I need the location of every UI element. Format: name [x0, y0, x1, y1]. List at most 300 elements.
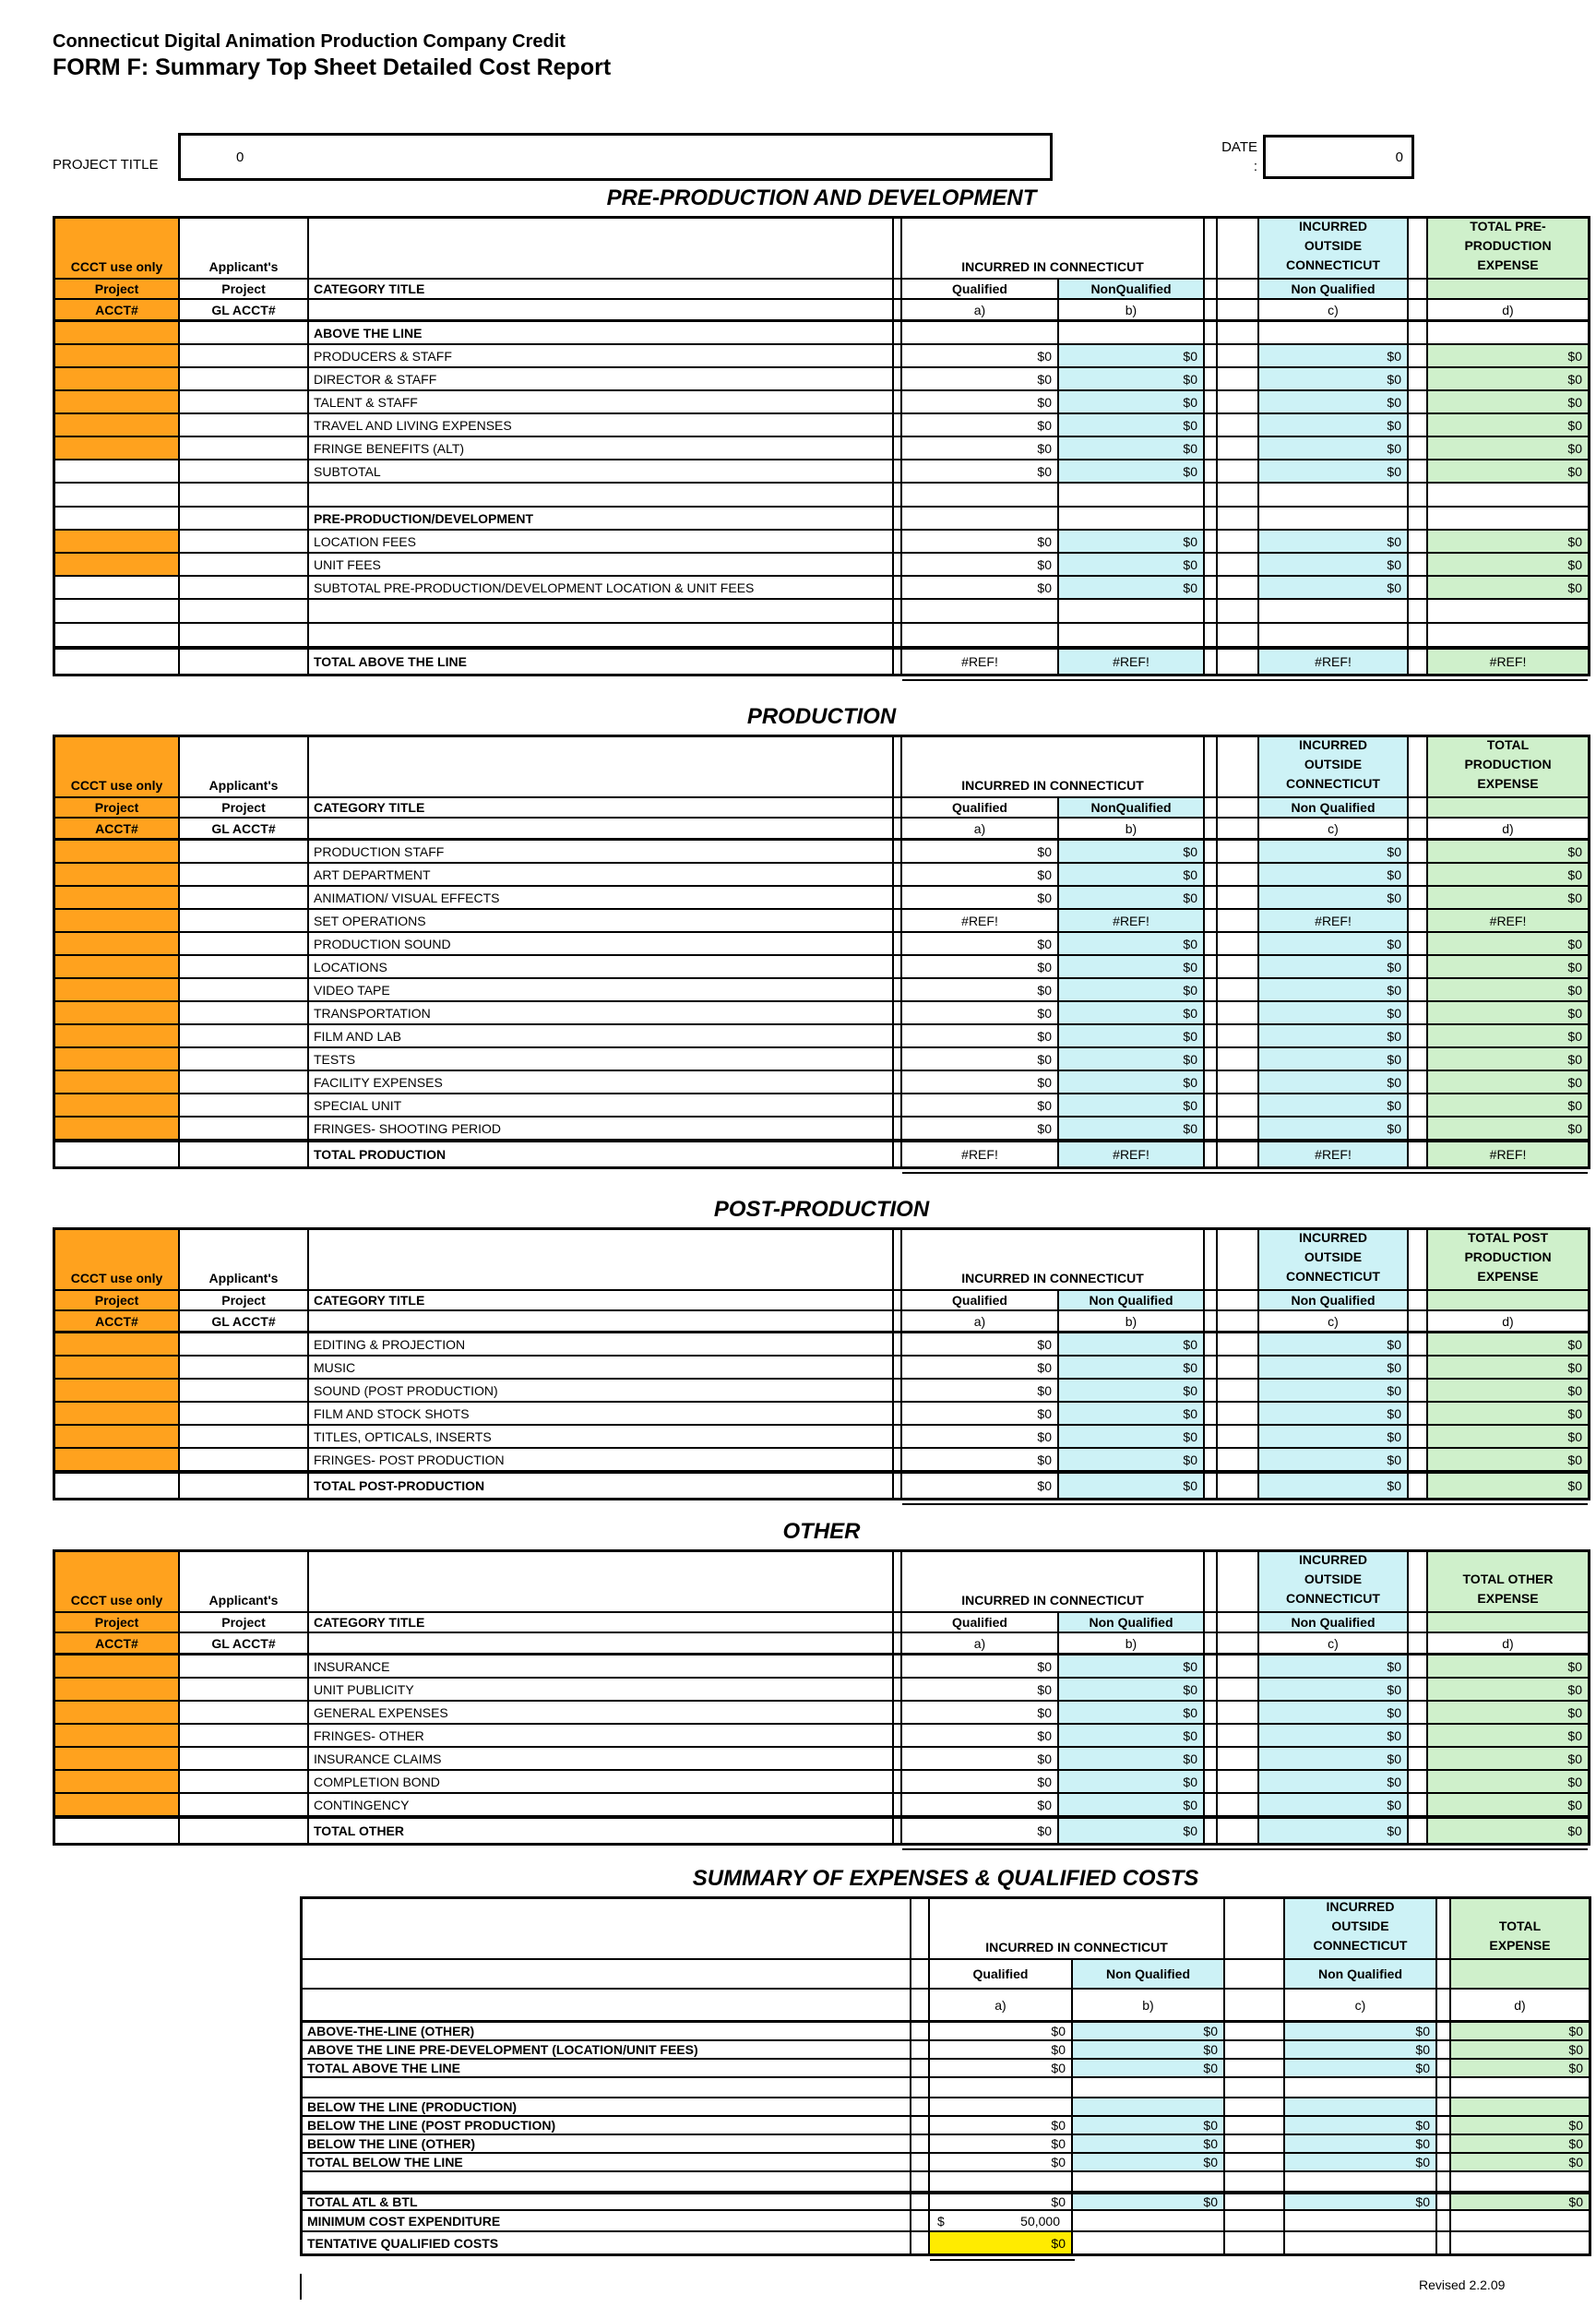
value-nonqualified[interactable]: $0: [1073, 2041, 1225, 2058]
value-qualified[interactable]: $0: [902, 437, 1059, 459]
column-gap: [1437, 2211, 1451, 2230]
value-total[interactable]: $0: [1451, 2023, 1589, 2039]
ccct-acct-cell: [55, 1118, 180, 1139]
value-total[interactable]: $0: [1428, 414, 1588, 436]
value-qualified[interactable]: $0: [902, 368, 1059, 389]
value-qualified[interactable]: $0: [902, 554, 1059, 575]
value-total[interactable]: #REF!: [1428, 650, 1588, 674]
value-qualified[interactable]: $0: [930, 2117, 1073, 2134]
value-nonqualified[interactable]: $0: [1059, 1656, 1205, 1677]
value-total[interactable]: $0: [1428, 933, 1588, 954]
value-total[interactable]: $0: [1428, 1333, 1588, 1355]
empty-cell: [1451, 2172, 1589, 2191]
value-qualified[interactable]: $0: [902, 956, 1059, 977]
value-nonqualified[interactable]: $0: [1059, 887, 1205, 908]
value-qualified[interactable]: $0: [930, 2154, 1073, 2170]
summary-label-cell: TOTAL ATL & BTL: [303, 2194, 911, 2209]
value-nonqualified[interactable]: $0: [1073, 2060, 1225, 2076]
header-ccct-use-only: CCCT use only: [55, 737, 180, 796]
header-line: EXPENSE: [1477, 257, 1539, 272]
value-nonqualified[interactable]: $0: [1059, 1771, 1205, 1792]
value-total[interactable]: $0: [1428, 1819, 1588, 1843]
value-nonqualified[interactable]: $0: [1073, 2135, 1225, 2152]
value-qualified[interactable]: $0: [902, 1725, 1059, 1746]
value-qualified[interactable]: $0: [902, 1656, 1059, 1677]
category-cell: FRINGES- OTHER: [309, 1725, 894, 1746]
category-cell: SOUND (POST PRODUCTION): [309, 1380, 894, 1401]
value-qualified[interactable]: $0: [902, 979, 1059, 1000]
table-row: [55, 1426, 1588, 1449]
value-qualified[interactable]: $0: [902, 1002, 1059, 1023]
value-qualified[interactable]: $0: [902, 1357, 1059, 1378]
value-outside-nonqualified[interactable]: $0: [1259, 1725, 1409, 1746]
column-gap: [1409, 600, 1428, 622]
section-postproduction: [0, 1196, 1596, 1505]
table-row: [55, 910, 1588, 933]
table-row: [55, 1725, 1588, 1748]
column-gap: [894, 280, 902, 298]
value-nonqualified[interactable]: $0: [1059, 1426, 1205, 1447]
value-qualified[interactable]: #REF!: [902, 650, 1059, 674]
date-value: 0: [1395, 149, 1403, 165]
value-outside-nonqualified[interactable]: $0: [1259, 368, 1409, 389]
value-qualified[interactable]: $0: [930, 2135, 1073, 2152]
column-gap: [1218, 1118, 1259, 1139]
column-gap: [894, 1025, 902, 1046]
applicant-gl-cell: [180, 508, 309, 529]
value-outside-nonqualified[interactable]: $0: [1259, 531, 1409, 552]
value-nonqualified[interactable]: $0: [1059, 1048, 1205, 1070]
value-outside-nonqualified[interactable]: $0: [1285, 2154, 1437, 2170]
column-gap: [911, 2135, 930, 2152]
value-qualified[interactable]: $0: [902, 864, 1059, 885]
column-gap: [1225, 2023, 1285, 2039]
applicant-gl-cell: [180, 391, 309, 412]
column-gap: [894, 841, 902, 862]
value-qualified[interactable]: $0: [902, 1048, 1059, 1070]
table-row: [303, 2098, 1589, 2117]
value-total[interactable]: $0: [1428, 1357, 1588, 1378]
value-outside-nonqualified[interactable]: $0: [1259, 1449, 1409, 1470]
value-nonqualified[interactable]: $0: [1059, 1094, 1205, 1116]
value-nonqualified[interactable]: $0: [1073, 2154, 1225, 2170]
project-title-input[interactable]: [178, 133, 1053, 181]
value-total[interactable]: $0: [1428, 841, 1588, 862]
value-qualified[interactable]: $0: [902, 531, 1059, 552]
value-nonqualified[interactable]: $0: [1059, 1748, 1205, 1769]
value-nonqualified[interactable]: $0: [1059, 1725, 1205, 1746]
value-qualified[interactable]: $0: [902, 1702, 1059, 1723]
value-outside-nonqualified[interactable]: $0: [1259, 841, 1409, 862]
column-gap: [1205, 1048, 1218, 1070]
header-spacer: [309, 737, 894, 796]
column-gap: [894, 531, 902, 552]
table-row: [55, 798, 1588, 819]
value-total[interactable]: $0: [1428, 1426, 1588, 1447]
value-nonqualified[interactable]: $0: [1059, 577, 1205, 598]
header-acct-number: ACCT#: [55, 1311, 180, 1331]
table-row: [55, 1449, 1588, 1472]
value-outside-nonqualified[interactable]: [1285, 2098, 1437, 2115]
value-total[interactable]: $0: [1428, 1771, 1588, 1792]
value-outside-nonqualified[interactable]: #REF!: [1259, 1142, 1409, 1166]
table-row: [55, 554, 1588, 577]
column-gap: [1409, 650, 1428, 674]
column-gap: [1218, 819, 1259, 838]
value-outside-nonqualified[interactable]: $0: [1259, 391, 1409, 412]
column-gap: [1205, 624, 1218, 646]
date-input[interactable]: [1263, 135, 1414, 179]
table-row: [55, 1071, 1588, 1094]
value-outside-nonqualified[interactable]: $0: [1259, 577, 1409, 598]
value-outside-nonqualified[interactable]: $0: [1259, 1025, 1409, 1046]
value-qualified[interactable]: $0: [902, 1679, 1059, 1700]
value-qualified[interactable]: #REF!: [902, 910, 1059, 931]
column-gap: [1409, 1357, 1428, 1378]
value-total[interactable]: $0: [1451, 2194, 1589, 2209]
value-nonqualified[interactable]: $0: [1073, 2194, 1225, 2209]
value-outside-nonqualified[interactable]: $0: [1259, 1357, 1409, 1378]
value-outside-nonqualified[interactable]: $0: [1259, 345, 1409, 366]
value-outside-nonqualified[interactable]: $0: [1259, 887, 1409, 908]
value-nonqualified[interactable]: $0: [1059, 368, 1205, 389]
column-gap: [1409, 1291, 1428, 1309]
column-gap: [1205, 437, 1218, 459]
value-outside-nonqualified[interactable]: $0: [1259, 1426, 1409, 1447]
value-nonqualified[interactable]: $0: [1059, 956, 1205, 977]
applicant-gl-cell: [180, 1025, 309, 1046]
ccct-acct-cell: [55, 1474, 180, 1498]
applicant-gl-cell: [180, 887, 309, 908]
value-nonqualified[interactable]: $0: [1059, 437, 1205, 459]
value-total[interactable]: $0: [1428, 956, 1588, 977]
value-qualified[interactable]: #REF!: [902, 1142, 1059, 1166]
ccct-acct-cell: [55, 414, 180, 436]
applicant-gl-cell: [180, 1403, 309, 1424]
value-total[interactable]: $0: [1428, 460, 1588, 482]
category-cell: COMPLETION BOND: [309, 1771, 894, 1792]
value-nonqualified[interactable]: $0: [1059, 1333, 1205, 1355]
value-nonqualified[interactable]: $0: [1059, 1474, 1205, 1498]
header-line: PRODUCTION: [1464, 238, 1552, 253]
value-qualified[interactable]: $0: [902, 1474, 1059, 1498]
column-gap: [1218, 1291, 1259, 1309]
applicant-gl-cell: [180, 554, 309, 575]
column-gap: [1409, 1552, 1428, 1611]
header-line: CONNECTICUT: [1286, 1269, 1380, 1284]
value-total[interactable]: $0: [1428, 887, 1588, 908]
value-nonqualified[interactable]: $0: [1059, 1679, 1205, 1700]
value-outside-nonqualified[interactable]: $0: [1259, 979, 1409, 1000]
ccct-acct-cell: [55, 1002, 180, 1023]
value-nonqualified[interactable]: $0: [1059, 1819, 1205, 1843]
value-total[interactable]: $0: [1428, 554, 1588, 575]
applicant-gl-cell: [180, 437, 309, 459]
value-total[interactable]: #REF!: [1428, 1142, 1588, 1166]
value-total[interactable]: $0: [1428, 1002, 1588, 1023]
header-ccct-use-only: CCCT use only: [55, 1230, 180, 1289]
value-outside-nonqualified[interactable]: $0: [1259, 864, 1409, 885]
value-qualified[interactable]: $0: [902, 1380, 1059, 1401]
value-total[interactable]: $0: [1428, 1656, 1588, 1677]
ccct-acct-cell: [55, 1794, 180, 1815]
header-spacer: [309, 1311, 894, 1331]
value-outside-nonqualified[interactable]: $0: [1259, 1794, 1409, 1815]
value-total[interactable]: $0: [1428, 1794, 1588, 1815]
value-qualified[interactable]: $0: [902, 1794, 1059, 1815]
ccct-acct-cell: [55, 368, 180, 389]
value-nonqualified[interactable]: $0: [1059, 345, 1205, 366]
value-outside-nonqualified[interactable]: $0: [1259, 460, 1409, 482]
value-total[interactable]: $0: [1428, 391, 1588, 412]
column-gap: [1409, 1403, 1428, 1424]
column-gap: [894, 1426, 902, 1447]
column-gap: [894, 1094, 902, 1116]
value-qualified[interactable]: $0: [902, 1771, 1059, 1792]
value-total[interactable]: $0: [1451, 2117, 1589, 2134]
value-qualified[interactable]: $0: [902, 1426, 1059, 1447]
value-outside-nonqualified[interactable]: $0: [1259, 1403, 1409, 1424]
column-gap: [1218, 798, 1259, 817]
value-total[interactable]: $0: [1451, 2041, 1589, 2058]
value-outside-nonqualified[interactable]: $0: [1259, 956, 1409, 977]
table-row: [55, 1311, 1588, 1333]
value-total[interactable]: [1451, 2098, 1589, 2115]
column-gap: [1218, 1230, 1259, 1289]
value-nonqualified[interactable]: $0: [1059, 1002, 1205, 1023]
value-qualified[interactable]: $0: [930, 2041, 1073, 2058]
value-total[interactable]: $0: [1428, 979, 1588, 1000]
value-outside-nonqualified[interactable]: $0: [1285, 2194, 1437, 2209]
table-production: [53, 735, 1590, 1169]
value-nonqualified[interactable]: $0: [1059, 1794, 1205, 1815]
column-gap: [1205, 219, 1218, 278]
column-gap: [1218, 1380, 1259, 1401]
value-qualified[interactable]: $0: [902, 1025, 1059, 1046]
column-gap: [1205, 1449, 1218, 1470]
value-outside-nonqualified[interactable]: $0: [1259, 1702, 1409, 1723]
value-qualified[interactable]: $0: [902, 414, 1059, 436]
value-nonqualified[interactable]: $0: [1073, 2023, 1225, 2039]
value-nonqualified[interactable]: [1073, 2098, 1225, 2115]
applicant-gl-cell: [180, 1794, 309, 1815]
value-qualified[interactable]: $0: [902, 345, 1059, 366]
value-outside-nonqualified[interactable]: $0: [1259, 1002, 1409, 1023]
value-total[interactable]: $0: [1451, 2154, 1589, 2170]
value-qualified[interactable]: $0: [930, 2194, 1073, 2209]
value-total[interactable]: $0: [1428, 1679, 1588, 1700]
column-gap: [911, 1990, 930, 2020]
header-project-ccct: Project: [55, 1291, 180, 1309]
value-nonqualified[interactable]: $0: [1059, 460, 1205, 482]
value-qualified[interactable]: $0: [902, 577, 1059, 598]
column-gap: [1205, 1311, 1218, 1331]
empty-cell: [1428, 624, 1588, 646]
value-outside-nonqualified[interactable]: $0: [1285, 2060, 1437, 2076]
section-title: SUMMARY OF EXPENSES & QUALIFIED COSTS: [692, 1866, 1199, 1891]
value-qualified[interactable]: [930, 2098, 1073, 2115]
value-nonqualified[interactable]: $0: [1059, 841, 1205, 862]
value-qualified[interactable]: $0: [902, 933, 1059, 954]
category-cell: TOTAL OTHER: [309, 1819, 894, 1843]
column-gap: [1409, 577, 1428, 598]
column-gap: [894, 508, 902, 529]
value-outside-nonqualified[interactable]: $0: [1285, 2135, 1437, 2152]
value-outside-nonqualified[interactable]: $0: [1259, 1474, 1409, 1498]
column-gap: [1225, 2172, 1285, 2191]
value-nonqualified[interactable]: $0: [1059, 1357, 1205, 1378]
tentative-double-underline: [930, 2259, 1075, 2261]
value-total[interactable]: #REF!: [1428, 910, 1588, 931]
value-nonqualified[interactable]: $0: [1059, 1702, 1205, 1723]
value-total[interactable]: $0: [1428, 864, 1588, 885]
value-outside-nonqualified[interactable]: $0: [1259, 1748, 1409, 1769]
column-gap: [1218, 1552, 1259, 1611]
section-preproduction: [0, 185, 1596, 681]
value-total[interactable]: $0: [1428, 1474, 1588, 1498]
value-nonqualified[interactable]: $0: [1059, 864, 1205, 885]
column-gap: [1225, 1990, 1285, 2020]
column-gap: [1409, 1048, 1428, 1070]
header-letter-a: a): [902, 1633, 1059, 1653]
value-total[interactable]: $0: [1428, 1048, 1588, 1070]
summary-label-cell: MINIMUM COST EXPENDITURE: [303, 2211, 911, 2230]
table-row: [303, 2041, 1589, 2060]
value-nonqualified[interactable]: $0: [1059, 1449, 1205, 1470]
value-qualified[interactable]: $0: [902, 460, 1059, 482]
value-outside-nonqualified[interactable]: $0: [1285, 2041, 1437, 2058]
value-outside-nonqualified[interactable]: $0: [1259, 1819, 1409, 1843]
value-qualified[interactable]: $0: [902, 1403, 1059, 1424]
value-outside-nonqualified[interactable]: $0: [1259, 1118, 1409, 1139]
value-total[interactable]: $0: [1428, 1094, 1588, 1116]
value-total[interactable]: $0: [1451, 2135, 1589, 2152]
value-qualified[interactable]: $0: [902, 887, 1059, 908]
value-total[interactable]: $0: [1451, 2060, 1589, 2076]
value-outside-nonqualified[interactable]: $0: [1259, 1679, 1409, 1700]
header-qualified: Qualified: [930, 1960, 1073, 1988]
value-total[interactable]: $0: [1428, 1702, 1588, 1723]
value-qualified[interactable]: $0: [902, 1071, 1059, 1093]
value-total[interactable]: $0: [1428, 1380, 1588, 1401]
value-outside-nonqualified[interactable]: $0: [1259, 1071, 1409, 1093]
value-total[interactable]: $0: [1428, 437, 1588, 459]
applicant-gl-cell: [180, 460, 309, 482]
value-qualified[interactable]: $0: [902, 1118, 1059, 1139]
header-category-title: CATEGORY TITLE: [309, 1291, 894, 1309]
value-qualified[interactable]: $0: [902, 391, 1059, 412]
value-total[interactable]: $0: [1428, 531, 1588, 552]
value-total[interactable]: $0: [1428, 1403, 1588, 1424]
column-gap: [1205, 600, 1218, 622]
value-nonqualified[interactable]: $0: [1059, 1025, 1205, 1046]
value-nonqualified[interactable]: $0: [1059, 1118, 1205, 1139]
value-qualified[interactable]: $0: [902, 841, 1059, 862]
value-nonqualified[interactable]: $0: [1059, 933, 1205, 954]
value-outside-nonqualified[interactable]: $0: [1259, 1333, 1409, 1355]
value-total[interactable]: $0: [1428, 1071, 1588, 1093]
value-total[interactable]: $0: [1428, 1725, 1588, 1746]
column-gap: [894, 1380, 902, 1401]
ccct-acct-cell: [55, 1748, 180, 1769]
value-total[interactable]: $0: [1428, 1449, 1588, 1470]
value-nonqualified[interactable]: $0: [1059, 531, 1205, 552]
value-outside-nonqualified[interactable]: $0: [1259, 414, 1409, 436]
value-total[interactable]: $0: [1428, 577, 1588, 598]
value-nonqualified[interactable]: $0: [1059, 979, 1205, 1000]
value-total[interactable]: $0: [1428, 1118, 1588, 1139]
column-gap: [894, 1357, 902, 1378]
value-total[interactable]: $0: [1428, 1748, 1588, 1769]
category-cell: MUSIC: [309, 1357, 894, 1378]
value-nonqualified[interactable]: $0: [1059, 391, 1205, 412]
table-preproduction: [53, 216, 1590, 676]
minimum-cost-cell[interactable]: [930, 2211, 1073, 2230]
value-nonqualified[interactable]: #REF!: [1059, 910, 1205, 931]
value-qualified[interactable]: $0: [930, 2060, 1073, 2076]
column-gap: [1205, 1656, 1218, 1677]
value-nonqualified[interactable]: $0: [1059, 414, 1205, 436]
value-nonqualified[interactable]: $0: [1059, 1380, 1205, 1401]
value-outside-nonqualified[interactable]: #REF!: [1259, 910, 1409, 931]
value-qualified[interactable]: $0: [902, 1094, 1059, 1116]
column-gap: [1205, 577, 1218, 598]
applicant-gl-cell: [180, 414, 309, 436]
value-outside-nonqualified[interactable]: $0: [1259, 554, 1409, 575]
value-outside-nonqualified[interactable]: $0: [1259, 1094, 1409, 1116]
value-total[interactable]: $0: [1428, 345, 1588, 366]
header-project-applicant: Project: [180, 1613, 309, 1632]
empty-cell: [1451, 2078, 1589, 2097]
column-gap: [1225, 2194, 1285, 2209]
table-row: [55, 1141, 1588, 1166]
value-outside-nonqualified[interactable]: $0: [1259, 1656, 1409, 1677]
value-qualified[interactable]: $0: [930, 2023, 1073, 2039]
value-outside-nonqualified[interactable]: #REF!: [1259, 650, 1409, 674]
value-outside-nonqualified[interactable]: $0: [1259, 933, 1409, 954]
ccct-acct-cell: [55, 1048, 180, 1070]
value-qualified[interactable]: $0: [902, 1449, 1059, 1470]
header-qualified: Qualified: [902, 1613, 1059, 1632]
value-nonqualified[interactable]: $0: [1059, 1071, 1205, 1093]
value-nonqualified[interactable]: #REF!: [1059, 650, 1205, 674]
header-line: TOTAL PRE-: [1470, 219, 1546, 233]
category-cell: SUBTOTAL PRE-PRODUCTION/DEVELOPMENT LOCATION & UNIT FEES: [309, 577, 894, 598]
category-cell: SET OPERATIONS: [309, 910, 894, 931]
value-qualified[interactable]: $0: [902, 1748, 1059, 1769]
value-nonqualified[interactable]: $0: [1059, 1403, 1205, 1424]
value-outside-nonqualified[interactable]: $0: [1259, 1771, 1409, 1792]
value-nonqualified[interactable]: #REF!: [1059, 1142, 1205, 1166]
tentative-qualified-cell[interactable]: $0: [930, 2232, 1073, 2253]
column-gap: [1225, 2041, 1285, 2058]
value-total[interactable]: $0: [1428, 1025, 1588, 1046]
value-total[interactable]: $0: [1428, 368, 1588, 389]
value-outside-nonqualified[interactable]: $0: [1285, 2117, 1437, 2134]
value-outside-nonqualified[interactable]: $0: [1259, 437, 1409, 459]
value-outside-nonqualified[interactable]: $0: [1259, 1380, 1409, 1401]
column-gap: [1218, 1357, 1259, 1378]
column-gap: [1437, 2117, 1451, 2134]
value-qualified[interactable]: $0: [902, 1819, 1059, 1843]
value-outside-nonqualified[interactable]: $0: [1259, 1048, 1409, 1070]
value-qualified[interactable]: $0: [902, 1333, 1059, 1355]
column-gap: [1437, 2232, 1451, 2253]
category-cell: SUBTOTAL: [309, 460, 894, 482]
value-nonqualified[interactable]: $0: [1073, 2117, 1225, 2134]
value-outside-nonqualified[interactable]: $0: [1285, 2023, 1437, 2039]
value-nonqualified[interactable]: $0: [1059, 554, 1205, 575]
